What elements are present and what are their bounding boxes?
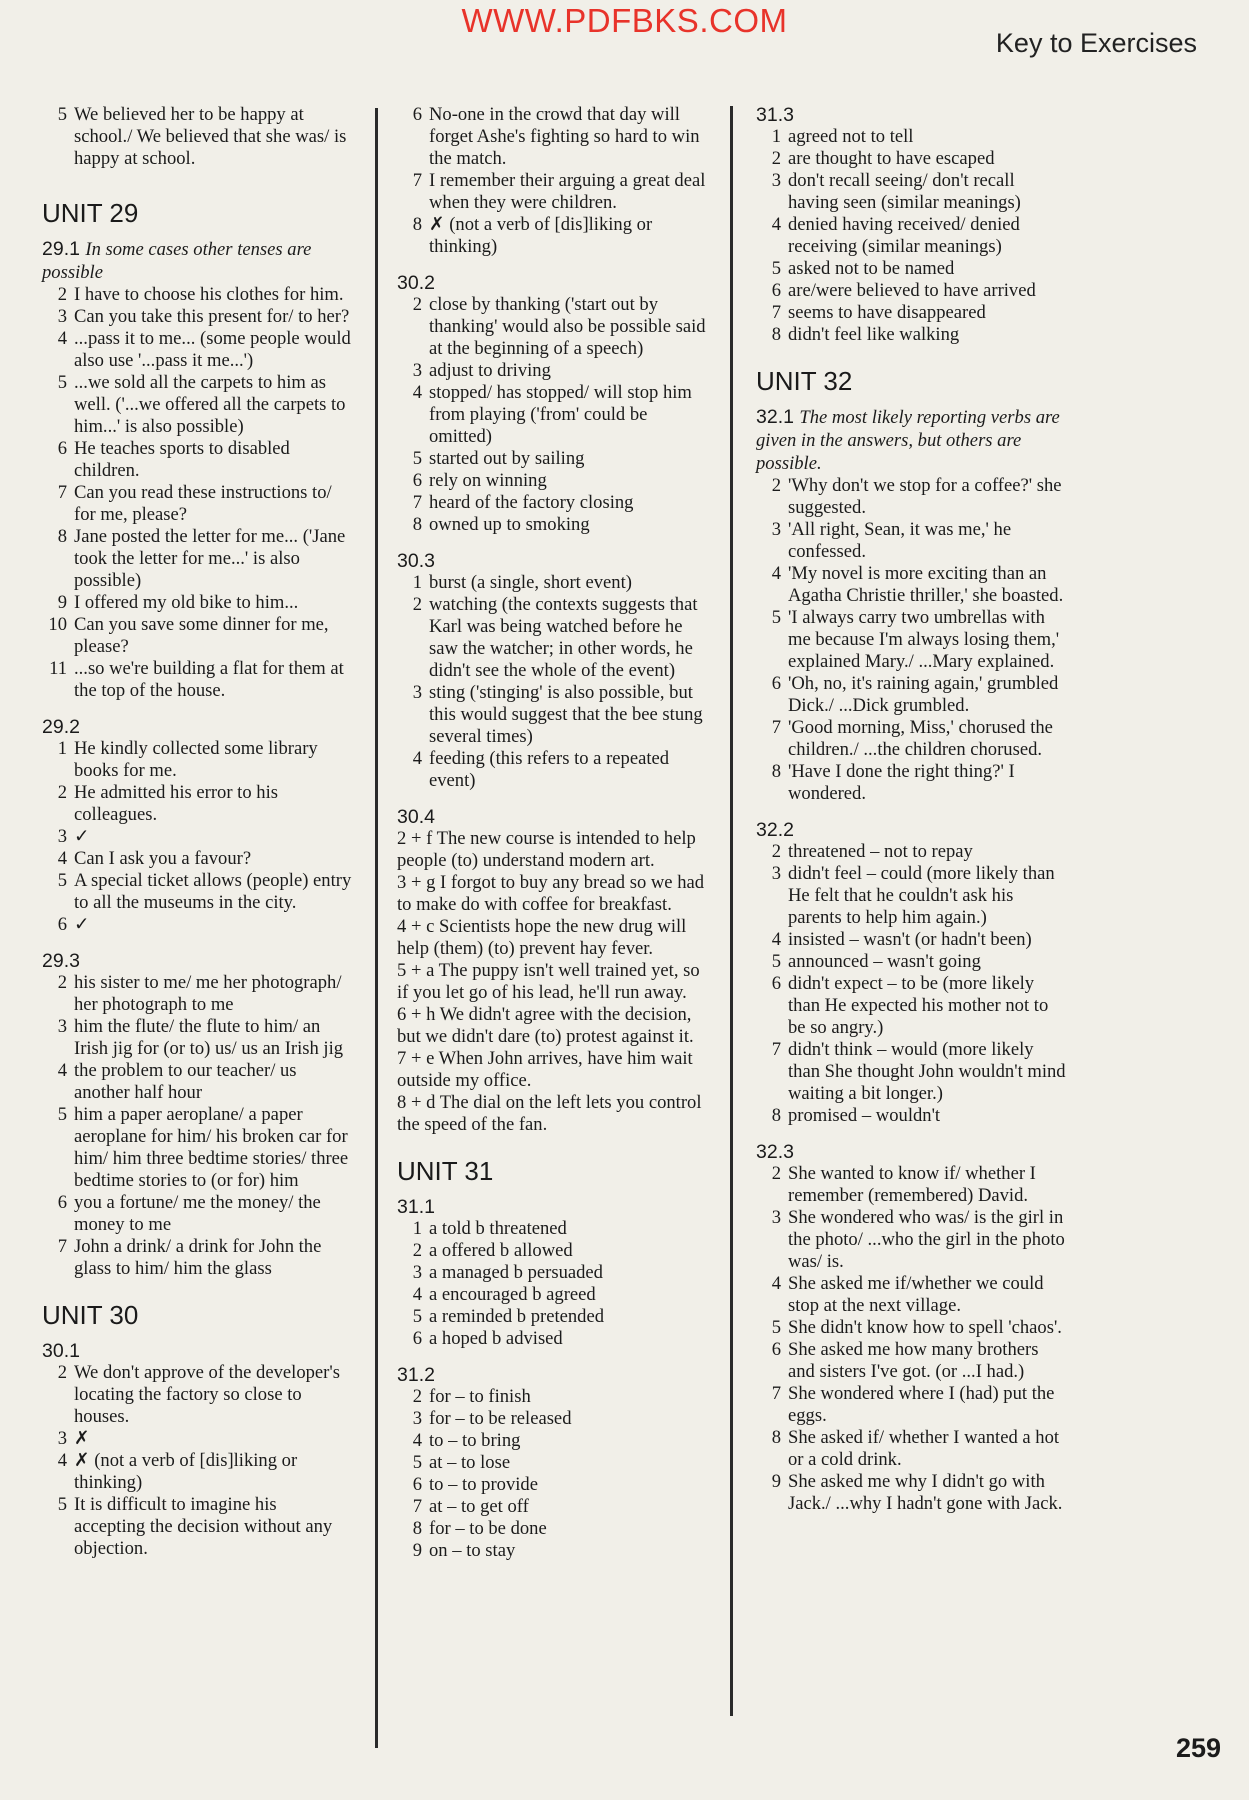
item-number: 3: [771, 170, 781, 191]
item-number: 5: [57, 1494, 67, 1515]
item-text: heard of the factory closing: [429, 492, 634, 513]
list-item: [397, 1474, 715, 1496]
list-item: [397, 1496, 715, 1518]
item-number: 8: [412, 1518, 422, 1539]
item-number: 9: [57, 592, 67, 613]
paragraph-list: [397, 828, 715, 1136]
section-heading: 32.1 The most likely reporting verbs are given in the answers, but others are possible.: [756, 406, 1060, 474]
item-text: promised – wouldn't: [788, 1105, 941, 1126]
list-item: [42, 914, 352, 936]
item-text: It is difficult to imagine his accepting the decision without any objection.: [74, 1494, 333, 1559]
section-heading: 29.3: [42, 950, 80, 972]
list-item: [397, 1518, 715, 1540]
list-item: [397, 470, 715, 492]
item-text: adjust to driving: [429, 360, 551, 381]
list-item: [42, 438, 352, 482]
item-text: rely on winning: [429, 470, 547, 491]
list-item: [756, 1207, 1066, 1273]
list-item: [397, 360, 715, 382]
list-item: [397, 1328, 715, 1350]
item-text: owned up to smoking: [429, 514, 590, 535]
answer-list: [756, 841, 1066, 1127]
item-text: I remember their arguing a great deal when they were children.: [429, 170, 706, 213]
list-item: [756, 607, 1066, 673]
list-item: [42, 372, 352, 438]
item-text: Can you save some dinner for me, please?: [74, 614, 329, 657]
item-number: 2: [57, 1362, 67, 1383]
item-number: 3: [771, 863, 781, 884]
item-number: 4: [771, 1273, 781, 1294]
item-number: 2: [771, 1163, 781, 1184]
list-item: [756, 1471, 1066, 1515]
list-item: [42, 1016, 352, 1060]
list-item: [397, 514, 715, 536]
list-item: [397, 1306, 715, 1328]
unit-heading: UNIT 31: [397, 1156, 494, 1186]
item-number: 5: [57, 372, 67, 393]
item-text: his sister to me/ me her photograph/ her photograph to me: [74, 972, 342, 1015]
list-item: [756, 717, 1066, 761]
item-number: 7: [412, 170, 422, 191]
item-number: 3: [412, 1408, 422, 1429]
item-number: 8: [412, 514, 422, 535]
item-number: 7: [57, 482, 67, 503]
item-text: to – to bring: [429, 1430, 521, 1451]
item-text: don't recall seeing/ don't recall having seen (similar meanings): [788, 170, 1021, 213]
list-item: [397, 382, 715, 448]
item-number: 2: [771, 148, 781, 169]
item-number: 7: [771, 1383, 781, 1404]
list-item: [42, 1362, 352, 1428]
list-item: [397, 170, 715, 214]
item-text: 'Have I done the right thing?' I wondered.: [788, 761, 1015, 804]
item-number: 11: [49, 658, 67, 679]
item-text: He teaches sports to disabled children.: [74, 438, 290, 481]
item-text: She asked me why I didn't go with Jack./ ...why I hadn't gone with Jack.: [788, 1471, 1063, 1514]
item-number: 8: [771, 324, 781, 345]
item-number: 5: [412, 1452, 422, 1473]
answer-list: [42, 1362, 352, 1560]
column-1: [42, 104, 352, 1560]
item-number: 6: [412, 1474, 422, 1495]
item-text: threatened – not to repay: [788, 841, 973, 862]
list-item: [756, 148, 1066, 170]
list-item: [756, 1163, 1066, 1207]
list-item: [42, 1494, 352, 1560]
item-text: a reminded b pretended: [429, 1306, 605, 1327]
column-rule-left: [375, 108, 378, 1748]
item-text: on – to stay: [429, 1540, 516, 1561]
item-text: I offered my old bike to him...: [74, 592, 299, 613]
item-text: didn't feel – could (more likely than He felt that he couldn't ask his parents to help him again.): [788, 863, 1055, 928]
answer-paragraph: 8 + d The dial on the left lets you control the speed of the fan.: [397, 1092, 702, 1135]
section-heading: 29.1 In some cases other tenses are possible: [42, 238, 312, 283]
list-item: [756, 673, 1066, 717]
item-number: 4: [57, 848, 67, 869]
item-number: 8: [771, 1427, 781, 1448]
item-text: John a drink/ a drink for John the glass to him/ him the glass: [74, 1236, 322, 1279]
item-number: 4: [57, 1060, 67, 1081]
item-number: 4: [412, 1284, 422, 1305]
item-text: 'Oh, no, it's raining again,' grumbled Dick./ ...Dick grumbled.: [788, 673, 1059, 716]
list-item: [756, 1317, 1066, 1339]
list-item: [397, 214, 715, 258]
item-text: 'Good morning, Miss,' chorused the children./ ...the children chorused.: [788, 717, 1053, 760]
list-item: [42, 972, 352, 1016]
item-number: 2: [771, 841, 781, 862]
list-item: [756, 1105, 1066, 1127]
item-text: asked not to be named: [788, 258, 955, 279]
item-text: Can I ask you a favour?: [74, 848, 252, 869]
list-item: [397, 1284, 715, 1306]
item-number: 8: [412, 214, 422, 235]
item-text: Jane posted the letter for me... ('Jane took the letter for me...' is also possible): [74, 526, 346, 591]
list-item: [397, 1218, 715, 1240]
item-text: He kindly collected some library books for me.: [74, 738, 318, 781]
item-number: 6: [412, 104, 422, 125]
item-number: 3: [771, 519, 781, 540]
list-item: [42, 614, 352, 658]
answer-list: [397, 572, 715, 792]
item-text: didn't expect – to be (more likely than He expected his mother not to be so angry.): [788, 973, 1049, 1038]
column-3: [756, 104, 1066, 1515]
list-item: [42, 782, 352, 826]
answer-list: [397, 294, 715, 536]
item-text: ✗ (not a verb of [dis]liking or thinking): [74, 1450, 298, 1493]
item-number: 1: [771, 126, 781, 147]
answer-list: [42, 972, 352, 1280]
item-number: 2: [412, 294, 422, 315]
item-number: 6: [412, 1328, 422, 1349]
list-item: [397, 492, 715, 514]
item-text: to – to provide: [429, 1474, 538, 1495]
item-number: 5: [771, 607, 781, 628]
list-item: [397, 572, 715, 594]
item-number: 2: [57, 972, 67, 993]
item-text: She asked me if/whether we could stop at the next village.: [788, 1273, 1044, 1316]
section-heading: 30.1: [42, 1340, 80, 1362]
item-number: 5: [771, 258, 781, 279]
list-item: [756, 302, 1066, 324]
item-text: Can you read these instructions to/ for me, please?: [74, 482, 332, 525]
list-item: [756, 1273, 1066, 1317]
list-item: [42, 1450, 352, 1494]
list-item: [756, 170, 1066, 214]
list-item: [756, 126, 1066, 148]
item-text: close by thanking ('start out by thanking' would also be possible said at the beginning of a speech): [429, 294, 706, 359]
item-text: insisted – wasn't (or hadn't been): [788, 929, 1032, 950]
list-item: [42, 482, 352, 526]
list-item: [42, 526, 352, 592]
item-text: at – to lose: [429, 1452, 511, 1473]
item-number: 2: [412, 1240, 422, 1261]
column-rule-right: [730, 106, 733, 1716]
list-item: [756, 841, 1066, 863]
item-text: She asked me how many brothers and sisters I've got. (or ...I had.): [788, 1339, 1039, 1382]
item-number: 5: [771, 951, 781, 972]
list-item: [397, 1408, 715, 1430]
unit-heading: UNIT 29: [42, 198, 139, 228]
item-text: burst (a single, short event): [429, 572, 632, 593]
item-number: 2: [771, 475, 781, 496]
item-text: Can you take this present for/ to her?: [74, 306, 350, 327]
item-text: him a paper aeroplane/ a paper aeroplane for him/ his broken car for him/ him three bedtime stories/ three bedtime stories to (or for) him: [74, 1104, 349, 1191]
section-heading: 29.2: [42, 716, 80, 738]
list-item: [397, 1240, 715, 1262]
item-number: 6: [57, 914, 67, 935]
section-heading: 31.1: [397, 1196, 435, 1218]
unit-heading: UNIT 30: [42, 1300, 139, 1330]
list-item: 5 We believed her to be happy at school./ We believed that she was/ is happy at school.: [57, 104, 347, 169]
item-text: a hoped b advised: [429, 1328, 563, 1349]
list-item: [42, 328, 352, 372]
list-item: [397, 1386, 715, 1408]
list-item: [397, 1430, 715, 1452]
item-number: 6: [771, 973, 781, 994]
list-item: [756, 1383, 1066, 1427]
list-item: [42, 592, 352, 614]
item-text: seems to have disappeared: [788, 302, 986, 323]
item-number: 4: [412, 382, 422, 403]
item-text: stopped/ has stopped/ will stop him from playing ('from' could be omitted): [429, 382, 692, 447]
item-text: ✓: [74, 914, 90, 935]
item-text: a offered b allowed: [429, 1240, 573, 1261]
item-number: 6: [771, 1339, 781, 1360]
answer-paragraph: 6 + h We didn't agree with the decision, but we didn't dare (to) protest against it.: [397, 1004, 694, 1047]
list-item: [42, 1060, 352, 1104]
answer-list: [397, 1218, 715, 1350]
list-item: [42, 1104, 352, 1192]
list-item: [42, 1236, 352, 1280]
item-text: No-one in the crowd that day will forget Ashe's fighting so hard to win the match.: [429, 104, 700, 169]
list-item: [42, 658, 352, 702]
list-item: [756, 1339, 1066, 1383]
item-text: We don't approve of the developer's locating the factory so close to houses.: [74, 1362, 340, 1427]
list-item: [42, 826, 352, 848]
item-number: 3: [412, 682, 422, 703]
item-number: 10: [48, 614, 67, 635]
item-number: 3: [57, 1428, 67, 1449]
item-text: didn't feel like walking: [788, 324, 960, 345]
item-number: 1: [57, 738, 67, 759]
item-text: at – to get off: [429, 1496, 529, 1517]
item-text: are/were believed to have arrived: [788, 280, 1036, 301]
item-text: are thought to have escaped: [788, 148, 995, 169]
list-item: [756, 929, 1066, 951]
item-text: A special ticket allows (people) entry to all the museums in the city.: [74, 870, 352, 913]
item-number: 9: [771, 1471, 781, 1492]
list-item: [42, 870, 352, 914]
item-number: 4: [771, 214, 781, 235]
list-item: [756, 475, 1066, 519]
answer-paragraph: 4 + c Scientists hope the new drug will help (them) (to) prevent hay fever.: [397, 916, 687, 959]
item-number: 5: [57, 870, 67, 891]
list-item: [397, 1452, 715, 1474]
item-number: 2: [57, 284, 67, 305]
item-text: ...so we're building a flat for them at the top of the house.: [74, 658, 344, 701]
answer-paragraph: 5 + a The puppy isn't well trained yet, so if you let go of his lead, he'll run away.: [397, 960, 700, 1003]
answer-list: [42, 738, 352, 936]
item-text: didn't think – would (more likely than She thought John wouldn't mind waiting a bit longer.): [788, 1039, 1066, 1104]
item-text: feeding (this refers to a repeated event): [429, 748, 670, 791]
list-item: [756, 951, 1066, 973]
item-number: 7: [771, 302, 781, 323]
item-number: 4: [412, 748, 422, 769]
list-item: [42, 738, 352, 782]
item-number: 7: [771, 717, 781, 738]
item-text: started out by sailing: [429, 448, 585, 469]
item-number: 3: [771, 1207, 781, 1228]
item-text: ✓: [74, 826, 90, 847]
item-text: She didn't know how to spell 'chaos'.: [788, 1317, 1062, 1338]
item-text: 'Why don't we stop for a coffee?' she suggested.: [788, 475, 1062, 518]
item-number: 7: [412, 1496, 422, 1517]
list-item: [397, 682, 715, 748]
item-number: 2: [57, 782, 67, 803]
answer-list: [397, 104, 715, 258]
item-number: 1: [412, 572, 422, 593]
item-number: 5: [771, 1317, 781, 1338]
item-text: watching (the contexts suggests that Karl was being watched before he saw the watcher; in other words, he didn't see the whole of the event): [429, 594, 698, 681]
item-number: 8: [57, 526, 67, 547]
answer-list: [756, 1163, 1066, 1515]
item-number: 3: [57, 1016, 67, 1037]
item-text: He admitted his error to his colleagues.: [74, 782, 278, 825]
list-item: [42, 848, 352, 870]
item-number: 5: [412, 1306, 422, 1327]
list-item: [42, 284, 352, 306]
item-text: you a fortune/ me the money/ the money to me: [74, 1192, 321, 1235]
page-header: Key to Exercises: [995, 28, 1197, 58]
column-2: [397, 104, 715, 1562]
answer-paragraph: 2 + f The new course is intended to help people (to) understand modern art.: [397, 828, 696, 871]
answer-paragraph: 3 + g I forgot to buy any bread so we had to make do with coffee for breakfast.: [397, 872, 705, 915]
item-text: ...we sold all the carpets to him as well. ('...we offered all the carpets to him...' is also possible): [74, 372, 346, 437]
item-number: 4: [57, 1450, 67, 1471]
answer-list: [42, 284, 352, 702]
item-text: I have to choose his clothes for him.: [74, 284, 344, 305]
item-number: 5: [412, 448, 422, 469]
list-item: [756, 563, 1066, 607]
item-number: 8: [771, 761, 781, 782]
item-text: 'My novel is more exciting than an Agatha Christie thriller,' she boasted.: [788, 563, 1064, 606]
item-number: 4: [412, 1430, 422, 1451]
answer-list: [756, 126, 1066, 346]
list-item: [397, 748, 715, 792]
item-text: him the flute/ the flute to him/ an Irish jig for (or to) us/ us an Irish jig: [74, 1016, 344, 1059]
item-text: She wondered who was/ is the girl in the photo/ ...who the girl in the photo was/ is.: [788, 1207, 1065, 1272]
item-number: 2: [412, 594, 422, 615]
item-text: 'I always carry two umbrellas with me because I'm always losing them,' explained Mary./ ...Mary explained.: [788, 607, 1060, 672]
item-number: 6: [57, 438, 67, 459]
item-number: 9: [412, 1540, 422, 1561]
section-heading: 32.2: [756, 819, 794, 841]
item-number: 5: [57, 1104, 67, 1125]
item-text: sting ('stinging' is also possible, but this would suggest that the bee stung several times): [429, 682, 703, 747]
item-number: 6: [57, 1192, 67, 1213]
list-item: [756, 519, 1066, 563]
list-item: [42, 1428, 352, 1450]
list-item: [756, 761, 1066, 805]
list-item: [756, 863, 1066, 929]
list-item: [756, 214, 1066, 258]
list-item: [756, 1427, 1066, 1471]
item-number: 4: [771, 929, 781, 950]
item-number: 6: [771, 280, 781, 301]
list-item: [42, 306, 352, 328]
item-number: 3: [57, 306, 67, 327]
item-number: 3: [412, 360, 422, 381]
page-number: 259: [1175, 1733, 1221, 1763]
item-text: ✗: [74, 1428, 90, 1449]
item-text: 'All right, Sean, it was me,' he confessed.: [788, 519, 1012, 562]
item-text: ...pass it to me... (some people would also use '...pass it me...'): [74, 328, 351, 371]
item-text: a managed b persuaded: [429, 1262, 603, 1283]
item-number: 7: [412, 492, 422, 513]
list-item: [397, 1262, 715, 1284]
item-number: 3: [412, 1262, 422, 1283]
section-heading: 30.4: [397, 806, 435, 828]
item-number: 3: [57, 826, 67, 847]
item-number: 8: [771, 1105, 781, 1126]
list-item: [397, 294, 715, 360]
item-text: for – to be done: [429, 1518, 547, 1539]
section-heading: 30.3: [397, 550, 435, 572]
item-text: announced – wasn't going: [788, 951, 981, 972]
item-text: a told b threatened: [429, 1218, 567, 1239]
item-number: 7: [57, 1236, 67, 1257]
item-text: agreed not to tell: [788, 126, 914, 147]
section-heading: 32.3: [756, 1141, 794, 1163]
list-item: [756, 258, 1066, 280]
item-text: She wanted to know if/ whether I remember (remembered) David.: [788, 1163, 1036, 1206]
section-heading: 30.2: [397, 272, 435, 294]
item-number: 6: [412, 470, 422, 491]
item-text: ✗ (not a verb of [dis]liking or thinking): [429, 214, 653, 257]
list-item: [756, 280, 1066, 302]
item-number: 7: [771, 1039, 781, 1060]
item-number: 2: [412, 1386, 422, 1407]
list-item: [397, 104, 715, 170]
list-item: [42, 1192, 352, 1236]
list-item: [756, 1039, 1066, 1105]
answer-list: [756, 475, 1066, 805]
section-heading: 31.3: [756, 104, 794, 126]
item-text: denied having received/ denied receiving (similar meanings): [788, 214, 1020, 257]
section-heading: 31.2: [397, 1364, 435, 1386]
item-number: 1: [412, 1218, 422, 1239]
list-item: [756, 324, 1066, 346]
item-number: 6: [771, 673, 781, 694]
answer-paragraph: 7 + e When John arrives, have him wait outside my office.: [397, 1048, 693, 1091]
item-text: the problem to our teacher/ us another half hour: [74, 1060, 297, 1103]
list-item: [397, 448, 715, 470]
item-number: 4: [57, 328, 67, 349]
item-text: for – to be released: [429, 1408, 572, 1429]
unit-heading: UNIT 32: [756, 366, 853, 396]
item-text: a encouraged b agreed: [429, 1284, 596, 1305]
item-number: 4: [771, 563, 781, 584]
answer-list: [397, 1386, 715, 1562]
item-text: She wondered where I (had) put the eggs.: [788, 1383, 1055, 1426]
list-item: [397, 1540, 715, 1562]
watermark: WWW.PDFBKS.COM: [461, 2, 788, 39]
item-text: for – to finish: [429, 1386, 531, 1407]
item-text: She asked if/ whether I wanted a hot or a cold drink.: [788, 1427, 1060, 1470]
list-item: [397, 594, 715, 682]
list-item: [756, 973, 1066, 1039]
